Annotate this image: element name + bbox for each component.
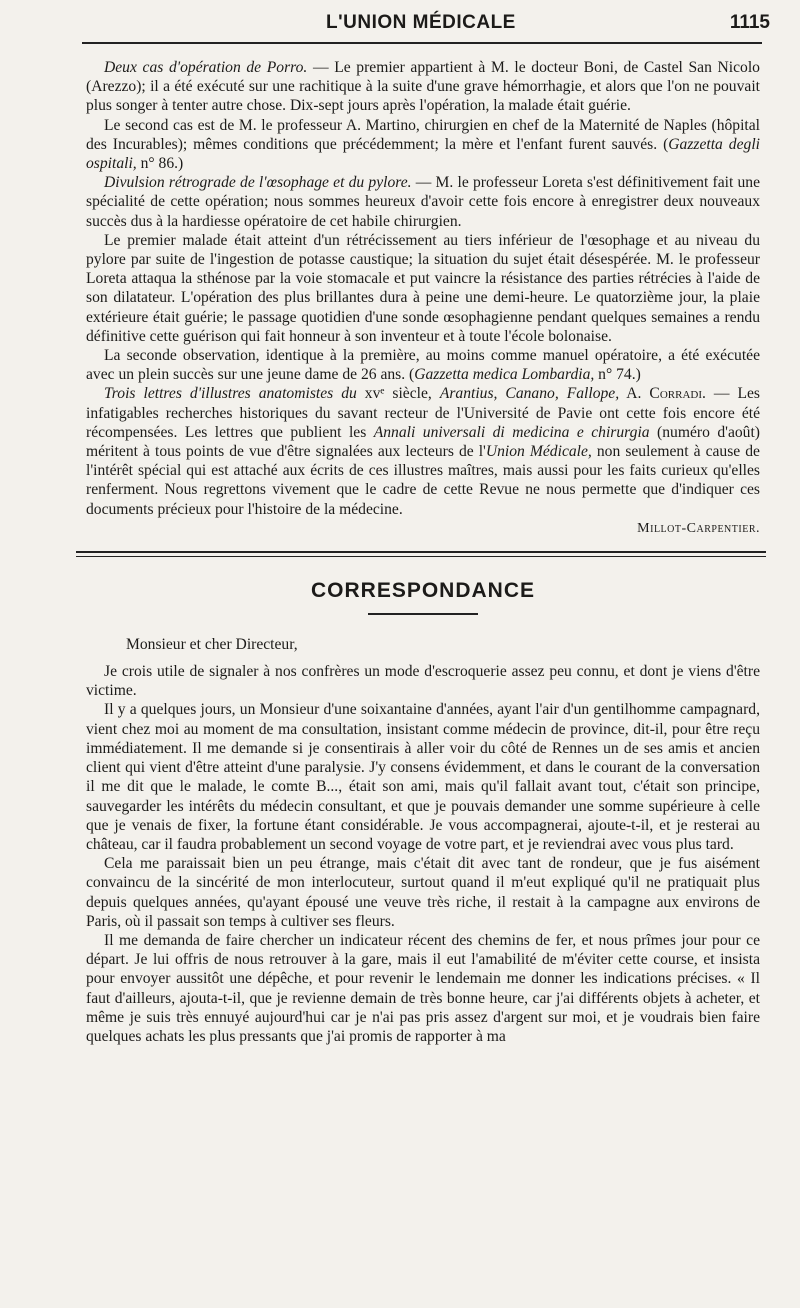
review-paragraph-first-patient bbox=[86, 231, 760, 346]
page-number: 1115 bbox=[729, 12, 770, 33]
entry-journal: Annali universali di medicina e chirurgia bbox=[373, 423, 650, 441]
letter-paragraph: Il me demanda de faire chercher un indicateur récent des chemins de fer, et nous prîmes jour pour ce départ. Je lui offris de nous retrouver à la gare, mais il eut l'amabilité de m'éviter cette course, et insista pour envoyer aussitôt une dépêche, et pour revenir le lendemain me donner les indications précises. « Il faut d'ailleurs, ajouta-t-il, que je revienne demain de très bonne heure, car j'ai différents objets à acheter, et même je suis très ennuyé aujourd'hui car je n'ai pas pris assez d'argent sur moi, et je voudrais bien faire quelques achats les plus pressants que j'ai promis de rapporter à ma bbox=[86, 931, 760, 1045]
review-paragraph-second-observation bbox=[86, 346, 760, 384]
entry-title: Trois lettres d'illustres anatomistes du bbox=[104, 385, 357, 403]
entry-ref: n° 74.) bbox=[594, 366, 641, 384]
header-rule bbox=[82, 42, 762, 44]
section-title-rule bbox=[368, 613, 478, 615]
entry-source: Gazzetta degli ospitali, bbox=[86, 135, 760, 173]
entry-body: Le premier malade était atteint d'un rétrécissement au tiers inférieur de l'œsophage et au niveau du pylore par suite de l'ingestion de potasse caustique; la situation du sujet était désespérée. M. le professeur Loreta attaqua la sthénose par la voie stomacale et put vaincre la résistance des parties rétrécies à l'aide de son dilatateur. L'opération des plus brillantes dura à peine une demi-heure. Le quatorzième jour, la plaie extérieure était guérie; le passage quotidien d'une sonde œsophagienne pendant quelques semaines a rendu définitive cette guérison qui fait honneur à son inventeur et à toute l'école bolonaise. bbox=[86, 231, 760, 345]
entry-source: Gazzetta medica Lombardia, bbox=[414, 366, 595, 384]
letter-paragraph: Cela me paraissait bien un peu étrange, mais c'était dit avec tant de rondeur, que je fus aisément convaincu de la sincérité de mon interlocuteur, surtout quand il m'eut expliqué qu'il ne pratiquait plus depuis quelques années, qu'ayant épousé une veuve très riche, il restait à la campagne aux environs de Paris, où il passait son temps à cultiver ses fleurs. bbox=[86, 855, 760, 930]
review-paragraph-divulsion bbox=[86, 173, 760, 231]
review-paragraph-porro bbox=[86, 58, 760, 116]
entry-title-century: xvᵉ siècle, bbox=[356, 385, 440, 403]
entry-title: Deux cas d'opération de Porro. bbox=[104, 59, 308, 76]
entry-body: Le second cas est de M. le professeur A. Martino, chirurgien en chef de la Maternité de Naples (hôpital des Incurables); mêmes conditions que précédemment; la mère et l'enfant furent sauvés. ( bbox=[86, 116, 760, 153]
letter-paragraph: Je crois utile de signaler à nos confrères un mode d'escroquerie assez peu connu, et dont je viens d'être victime. bbox=[86, 663, 760, 700]
entry-journal: Union Médicale, bbox=[485, 443, 592, 461]
journal-title: L'UNION MÉDICALE bbox=[326, 12, 516, 33]
review-paragraph-three-letters bbox=[86, 384, 760, 518]
review-section bbox=[86, 58, 760, 537]
section-divider bbox=[76, 551, 766, 557]
entry-author: A. Corradi. bbox=[619, 385, 706, 403]
running-head bbox=[86, 8, 770, 38]
entry-body: non seulement à cause de l'intérêt spécial qui est attaché aux écrits de ces illustres maîtres, mais aussi pour les faits curieux qu'elles renferment. Nous regrettons vivement que le cadre de cette Revue ne nous permette que d'indiquer ces documents précieux pour l'histoire de la médecine. bbox=[86, 443, 760, 518]
section-title: CORRESPONDANCE bbox=[310, 578, 536, 602]
review-paragraph-martino bbox=[86, 116, 760, 174]
letter bbox=[86, 635, 760, 1046]
letter-paragraph: Il y a quelques jours, un Monsieur d'une soixantaine d'années, ayant l'air d'un gentilhomme campagnard, vient chez moi au moment de ma consultation, insistant comme médecin de province, dit-il, pour être reçu immédiatement. Il me demande si je consentirais à aller voir du côté de Rennes un de ses amis et ancien client qui vient d'être atteint d'une paralysie. J'y consens évidemment, et dans le courant de la conversation il me dit que le malade, le comte B..., était son ami, mais qu'il fallait avant tout, c'était son principe, sauvegarder les intérêts du médecin consultant, et que je pouvais demander une somme supérieure à celle que je venais de fixer, la fortune étant considérable. Je vous accompagnerai, ajoute-t-il, et je resterai au château, car il faudra probablement un second voyage de votre part, et je reviendrai avec vous plus tard. bbox=[86, 701, 760, 853]
entry-body: — Les infatigables recherches historiques du savant recteur de l'Université de Pavie ont cette fois encore été récompensées. Les lettres que publient les bbox=[86, 385, 760, 441]
entry-title: Divulsion rétrograde de l'œsophage et du pylore. bbox=[104, 174, 412, 192]
entry-body: (numéro d'août) méritent à tous points de vue d'être signalées aux lecteurs de l' bbox=[86, 423, 760, 461]
entry-body: — M. le professeur Loreta s'est définitivement fait une spécialité de cette opération; nous sommes heureux d'avoir cette fois encore à enregistrer deux nouveaux succès dus à la hardiesse opératoire de cet habile chirurgien. bbox=[86, 174, 760, 230]
review-signature: Millot-Carpentier. bbox=[637, 520, 760, 536]
entry-ref: n° 86.) bbox=[136, 155, 184, 173]
entry-body: La seconde observation, identique à la première, au moins comme manuel opératoire, a été exécutée avec un plein succès sur une jeune dame de 26 ans. ( bbox=[86, 347, 760, 384]
letter-salutation: Monsieur et cher Directeur, bbox=[126, 635, 298, 653]
entry-body: — Le premier appartient à M. le docteur Boni, de Castel San Nicolo (Arezzo); il a été exécuté sur une rachitique à la suite d'une grave hémorrhagie, et alors que l'on ne pouvait plus songer à tenter autre chose. Dix-sept jours après l'opération, la malade était guérie. bbox=[86, 59, 760, 115]
entry-title-names: Arantius, Canano, Fallope, bbox=[439, 385, 620, 403]
